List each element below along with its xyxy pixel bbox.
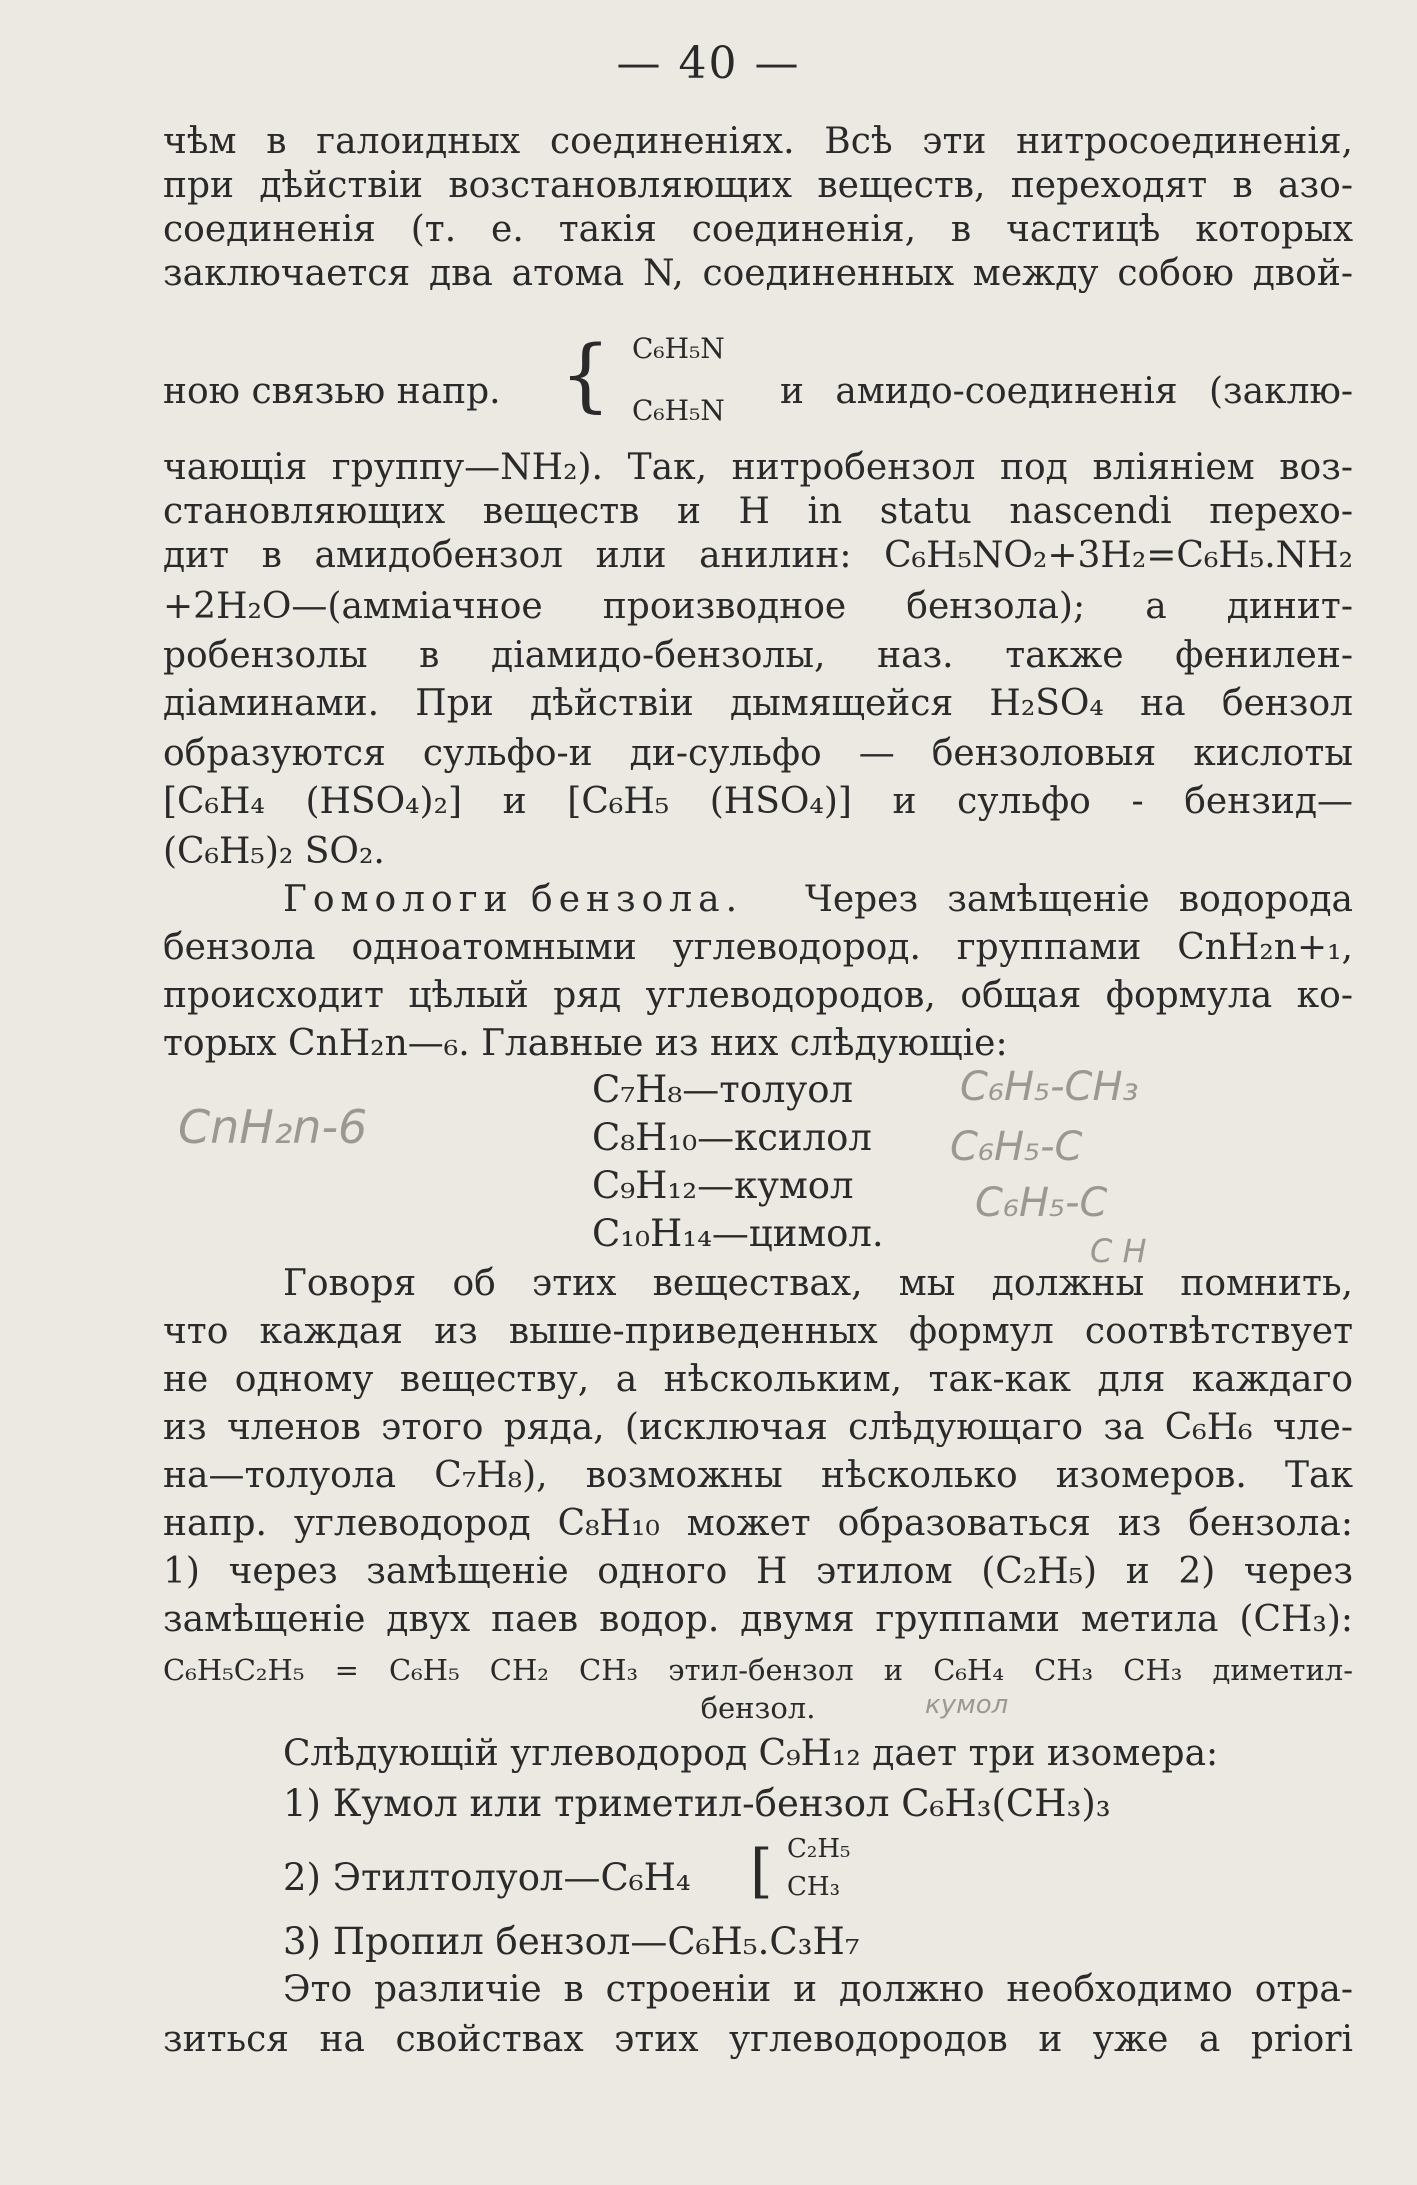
text-line: +2H₂O—(амміачное производное бензола); а динит- [163, 586, 1353, 627]
text-line: замѣщеніе двух паев водор. двумя группами метила (CH₃): [163, 1599, 1353, 1640]
small-formula-line: C₆H₅C₂H₅ = C₆H₅ CH₂ CH₃ этил-бензол и C₆H₄ CH₃ CH₃ диметил- [163, 1653, 1353, 1687]
text-line: становляющих веществ и H in statu nascendi перехо- [163, 491, 1353, 532]
text-line: что каждая из выше-приведенных формул соотвѣтствует [163, 1311, 1353, 1352]
text-line: Слѣдующій углеводород C₉H₁₂ дает три изомера: [283, 1733, 1219, 1774]
text-line: при дѣйствіи возстановляющих веществ, переходят в азо- [163, 165, 1353, 206]
text-line: Говоря об этих веществах, мы должны помнить, [283, 1263, 1353, 1304]
text-line: Это различіе в строеніи и должно необходимо отра- [283, 1969, 1353, 2010]
text-line: дит в амидобензол или анилин: C₆H₅NO₂+3H₂=C₆H₅.NH₂ [163, 535, 1353, 576]
text-line: зиться на свойствах этих углеводородов и уже a priori [163, 2019, 1353, 2060]
text-line: происходит цѣлый ряд углеводородов, общая формула ко- [163, 975, 1353, 1016]
text-line: чѣм в галоидных соединеніях. Всѣ эти нитросоединенія, [163, 121, 1353, 162]
formula-xylene: C₈H₁₀—ксилол [592, 1116, 872, 1159]
text-line: діаминами. При дѣйствіи дымящейся H₂SO₄ на бензол [163, 683, 1353, 724]
text-line: Через замѣщеніе водорода [805, 879, 1353, 920]
bracket-icon: [ [750, 1837, 773, 1905]
text-line: из членов этого ряда, (исключая слѣдующаго за C₆H₆ чле- [163, 1407, 1353, 1448]
azo-prefix: ною связью напр. [163, 371, 501, 412]
handwritten-note: C H [1090, 1232, 1147, 1270]
text-line: напр. углеводород C₈H₁₀ может образоваться из бензола: [163, 1503, 1353, 1544]
small-formula-line: бензол. [700, 1691, 816, 1725]
text-line: заключается два атома N, соединенных между собою двой- [163, 253, 1353, 294]
azo-top-formula: C₆H₅N [632, 332, 725, 365]
text-line: не одному веществу, а нѣскольким, так-как для каждаго [163, 1359, 1353, 1400]
handwritten-note: C₆H₅-C [975, 1180, 1108, 1226]
azo-suffix: и амидо-соединенія (заклю- [780, 371, 1353, 412]
handwritten-note: C₆H₅-C [950, 1124, 1083, 1170]
text-line: торых CnH₂n—₆. Главные из них слѣдующіе: [163, 1023, 1008, 1064]
formula-cumene: C₉H₁₂—кумол [592, 1164, 854, 1207]
isomer-1: 1) Кумол или триметил-бензол C₆H₃(CH₃)₃ [283, 1782, 1111, 1825]
text-line: на—толуола C₇H₈), возможны нѣсколько изомеров. Так [163, 1455, 1353, 1496]
brace-icon: { [560, 328, 611, 421]
page-number: — 40 — [616, 38, 801, 89]
text-line: [C₆H₄ (HSO₄)₂] и [C₆H₅ (HSO₄)] и сульфо - бензид— [163, 781, 1353, 822]
handwritten-note: CnH₂n-6 [178, 1100, 368, 1154]
text-line: робензолы в діамидо-бензолы, наз. также фенилен- [163, 635, 1353, 676]
isomer-2-bottom: CH₃ [787, 1872, 840, 1902]
formula-toluene: C₇H₈—толуол [592, 1068, 854, 1111]
handwritten-note: кумол [925, 1690, 1009, 1720]
text-line: бензола одноатомными углеводород. группами CnH₂n+₁, [163, 927, 1353, 968]
text-line: чающія группу—NH₂). Так, нитробензол под вліяніем воз- [163, 447, 1353, 488]
section-heading: Гомологи бензола. [283, 879, 744, 920]
isomer-2: 2) Этилтолуол—C₆H₄ [283, 1856, 691, 1899]
text-line: 1) через замѣщеніе одного H этилом (C₂H₅) и 2) через [163, 1551, 1353, 1592]
isomer-3: 3) Пропил бензол—C₆H₅.C₃H₇ [283, 1920, 860, 1963]
handwritten-note: C₆H₅-CH₃ [960, 1064, 1139, 1110]
text-line: соединенія (т. е. такія соединенія, в частицѣ которых [163, 209, 1353, 250]
text-line: (C₆H₅)₂ SO₂. [163, 831, 385, 872]
azo-bottom-formula: C₆H₅N [632, 394, 725, 427]
text-line: образуются сульфо-и ди-сульфо — бензоловыя кислоты [163, 733, 1353, 774]
isomer-2-top: C₂H₅ [787, 1834, 851, 1864]
formula-cymene: C₁₀H₁₄—цимол. [592, 1212, 884, 1255]
